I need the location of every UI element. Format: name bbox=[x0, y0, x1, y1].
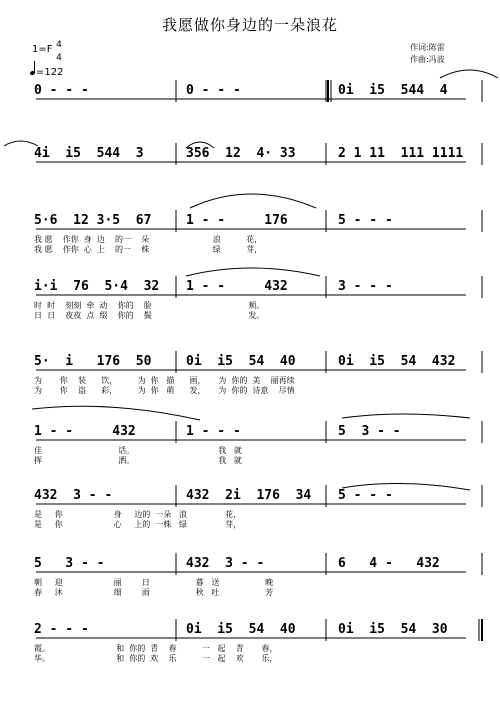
measure: 1 - - 432 bbox=[34, 424, 136, 439]
measure: 1 - - 432 bbox=[186, 279, 288, 294]
score-title: 我愿做你身边的一朵浪花 bbox=[161, 16, 338, 34]
lyric-line: 为 你 盗 彩， 为 你 萌 发， 为 你的 诗意 尽情 bbox=[34, 386, 295, 395]
measure: 1 - - 176 bbox=[186, 213, 288, 228]
measure: i·i 76 5·4 32 bbox=[34, 279, 160, 294]
lyric-line: 是 你 心 上的 一株 绿 芽， bbox=[34, 520, 242, 529]
tie-arc bbox=[186, 268, 320, 276]
measure: 5 - - - bbox=[338, 488, 393, 503]
measure: 0 - - - bbox=[186, 83, 241, 98]
lyric-line: 华。 和 你的 欢 乐 一 起 欢 乐， bbox=[34, 654, 278, 663]
measure: 0i i5 54 432 bbox=[338, 354, 456, 369]
lyric-line: 朝 迎 丽 日 暮 送 晚 bbox=[34, 578, 274, 587]
measure: 4i i5 544 3 bbox=[34, 146, 144, 161]
tie-arc bbox=[32, 406, 200, 420]
lyric-line: 为 你 装 饮， 为 你 描 画， 为 你的 美 丽再续 bbox=[34, 376, 295, 385]
lyric-line: 佳 话。 我 就 bbox=[34, 446, 242, 455]
tie-arc bbox=[190, 194, 316, 208]
measure: 0i i5 544 4 bbox=[338, 83, 448, 98]
measure: 0 - - - bbox=[34, 83, 89, 98]
measure: 5 3 - - bbox=[34, 556, 105, 571]
lyric-line: 是 你 身 边的 一朵 浪 花， bbox=[34, 510, 242, 519]
measure: 2 - - - bbox=[34, 622, 89, 637]
lyric-line: 春 沐 细 雨 秋 吐 芳 bbox=[34, 588, 274, 597]
measure: 5 3 - - bbox=[338, 424, 401, 439]
lyric-line: 我 愿 作你 心 上 的一 株 绿 芽， bbox=[34, 245, 263, 254]
lyric-line: 挥 洒。 我 就 bbox=[34, 456, 242, 465]
measure: 1 - - - bbox=[186, 424, 241, 439]
time-signature-bottom: 4 bbox=[56, 53, 62, 63]
measure: 432 2i 176 34 bbox=[186, 488, 312, 503]
measure: 432 3 - - bbox=[186, 556, 265, 571]
slur-arc bbox=[342, 414, 470, 418]
measure: 2 1 11 111 1111 bbox=[338, 146, 464, 161]
measure: 6 4 - 432 bbox=[338, 556, 440, 571]
measure: 5·6 12 3·5 67 bbox=[34, 213, 152, 228]
lyric-line: 我 愿 作你 身 边 的一 朵 浪 花， bbox=[34, 235, 263, 244]
measure: 5· i 176 50 bbox=[34, 354, 152, 369]
measure: 356 12 4· 33 bbox=[186, 146, 296, 161]
lyric-line: 霞。 和 你的 青 春 一 起 青 春， bbox=[34, 644, 278, 653]
lyric-line: 日 日 夜夜 点 缀 你的 鬓 发。 bbox=[34, 311, 265, 320]
tie-arc bbox=[4, 141, 38, 146]
key-signature: 1=F bbox=[32, 44, 53, 55]
measure: 5 - - - bbox=[338, 213, 393, 228]
lyric-line: 时 时 刻刻 牵 动 你的 脸 颊。 bbox=[34, 301, 265, 310]
composer-credit: 作曲:冯波 bbox=[410, 55, 445, 64]
measure: 432 3 - - bbox=[34, 488, 113, 503]
lyricist-credit: 作词:陈雷 bbox=[410, 43, 445, 52]
tempo-marking: =122 bbox=[36, 67, 64, 78]
measure: 0i i5 54 30 bbox=[338, 622, 448, 637]
tie-arc bbox=[440, 70, 498, 78]
time-signature-top: 4 bbox=[56, 40, 62, 50]
measure: 0i i5 54 40 bbox=[186, 354, 296, 369]
measure: 3 - - - bbox=[338, 279, 393, 294]
measure: 0i i5 54 40 bbox=[186, 622, 296, 637]
